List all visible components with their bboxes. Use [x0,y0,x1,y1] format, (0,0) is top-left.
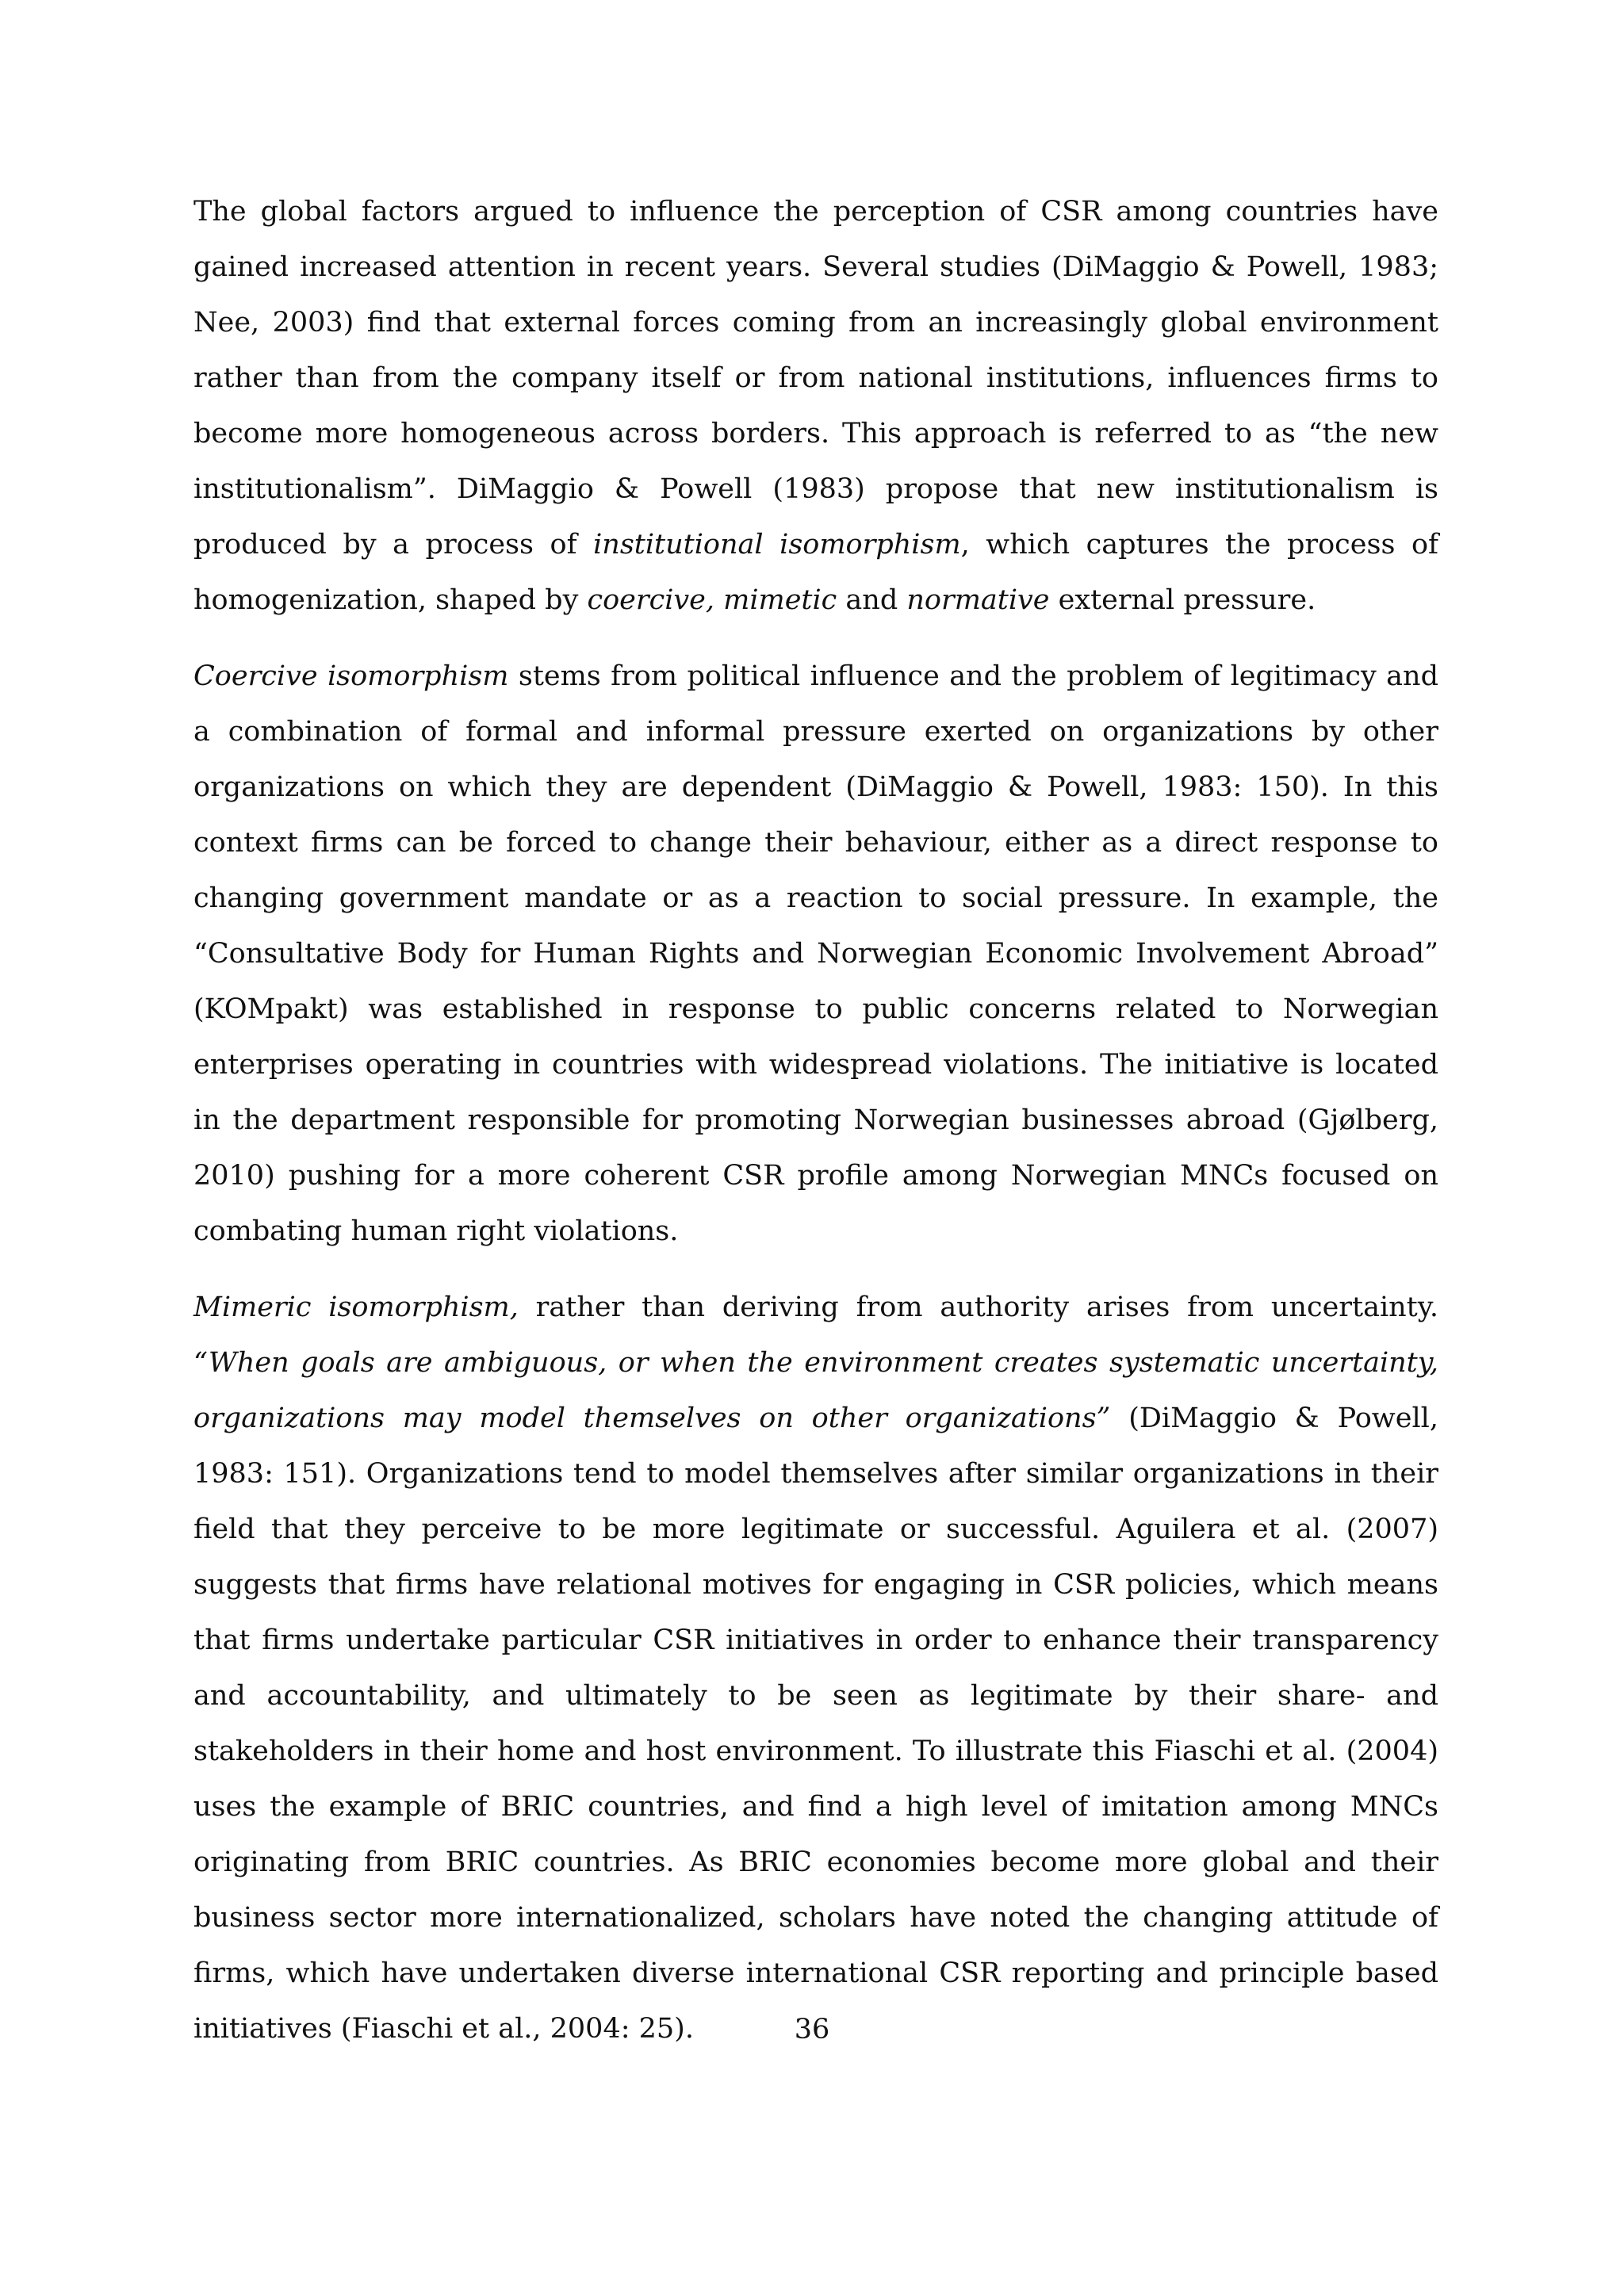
text-run: , which captures the process of homogenization, shaped by [193,529,1438,616]
paragraph-new-institutionalism [193,184,1438,628]
italic-text-run: institutional isomorphism [593,529,961,561]
italic-text-run: Mimeric isomorphism, [193,1292,519,1323]
body-text [193,184,1438,2077]
italic-text-run: normative [906,584,1050,616]
text-run: and [837,584,907,616]
text-run: external pressure. [1049,584,1316,616]
italic-text-run: coercive, mimetic [587,584,837,616]
text-run: (DiMaggio & Powell, 1983: 151). Organizations tend to model themselves after similar organizations in their field that they perceive to be more legitimate or successful. Aguilera et al. (2007) suggests that firms have relational motives for engaging in CSR policies, which means that firms undertake particular CSR initiatives in order to enhance their transparency and accountability, and ultimately to be seen as legitimate by their share- and stakeholders in their home and host environment. To illustrate this Fiaschi et al. (2004) uses the example of BRIC countries, and find a high level of imitation among MNCs originating from BRIC countries. As BRIC economies become more global and their business sector more internationalized, scholars have noted the changing attitude of firms, which have undertaken diverse international CSR reporting and principle based initiatives (Fiaschi et al., 2004: 25). [193,1402,1438,2045]
text-run: The global factors argued to influence the perception of CSR among countries have gained increased attention in recent years. Several studies (DiMaggio & Powell, 1983; Nee, 2003) find that external forces coming from an increasingly global environment rather than from the company itself or from national institutions, influences firms to become more homogeneous across borders. This approach is referred to as “the new institutionalism”. DiMaggio & Powell (1983) propose that new institutionalism is produced by a process of [193,196,1438,561]
paragraph-mimeric-isomorphism [193,1280,1438,2057]
italic-text-run: “When goals are ambiguous, or when the environment creates systematic uncertainty, organizations may model themselves on other organizations” [193,1347,1438,1434]
page-number: 36 [794,2014,830,2045]
text-run: stems from political influence and the problem of legitimacy and a combination of formal and informal pressure exerted on organizations by other organizations on which they are dependent (DiMaggio & Powell, 1983: 150). In this context firms can be forced to change their behaviour, either as a direct response to changing government mandate or as a reaction to social pressure. In example, the “Consultative Body for Human Rights and Norwegian Economic Involvement Abroad” (KOMpakt) was established in response to public concerns related to Norwegian enterprises operating in countries with widespread violations. The initiative is located in the department responsible for promoting Norwegian businesses abroad (Gjølberg, 2010) pushing for a more coherent CSR profile among Norwegian MNCs focused on combating human right violations. [193,660,1438,1247]
paragraph-coercive-isomorphism [193,649,1438,1259]
text-run: rather than deriving from authority arises from uncertainty. [518,1292,1438,1323]
italic-text-run: Coercive isomorphism [193,660,509,692]
